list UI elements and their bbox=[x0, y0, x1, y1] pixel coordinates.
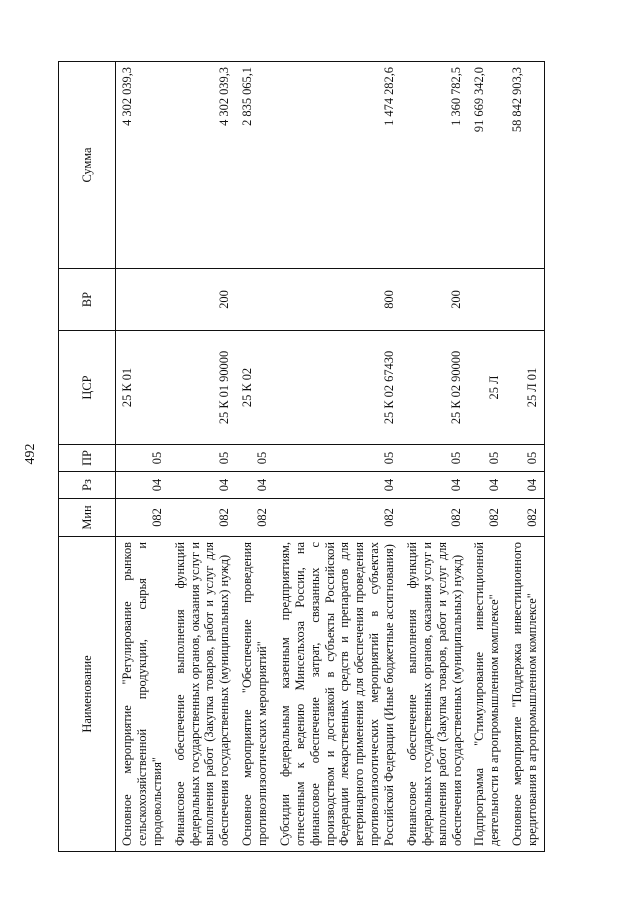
row-vr bbox=[468, 269, 506, 331]
table-row bbox=[468, 62, 506, 852]
table-row bbox=[401, 62, 469, 852]
row-pr: 05 bbox=[274, 445, 401, 472]
table-row bbox=[506, 62, 544, 852]
row-csr: 25 К 02 90000 bbox=[401, 331, 469, 445]
row-min: 082 bbox=[401, 499, 469, 537]
row-pr: 05 bbox=[116, 445, 169, 472]
row-name: Основное мероприятие "Обеспечение проведения противоэпизоотических мероприятий" bbox=[236, 537, 274, 852]
row-pr: 05 bbox=[236, 445, 274, 472]
row-pr: 05 bbox=[169, 445, 237, 472]
page-number: 492 bbox=[23, 443, 38, 465]
row-rz: 04 bbox=[169, 472, 237, 499]
header-rz: Рз bbox=[59, 472, 116, 499]
row-name: Финансовое обеспечение выполнения функций федеральных государственных органов, оказания услуг и выполнения работ (Закупка товаров, работ и услуг для обеспечения государственных (муниципальных) нужд) bbox=[169, 537, 237, 852]
row-pr: 05 bbox=[506, 445, 544, 472]
budget-table bbox=[58, 61, 545, 852]
row-csr: 25 Л bbox=[468, 331, 506, 445]
row-vr bbox=[116, 269, 169, 331]
header-pr: ПР bbox=[59, 445, 116, 472]
row-sum: 91 669 342,0 bbox=[468, 62, 506, 269]
header-min: Мин bbox=[59, 499, 116, 537]
row-csr: 25 К 01 90000 bbox=[169, 331, 237, 445]
row-min: 082 bbox=[116, 499, 169, 537]
row-min: 082 bbox=[236, 499, 274, 537]
row-csr: 25 Л 01 bbox=[506, 331, 544, 445]
row-min: 082 bbox=[169, 499, 237, 537]
row-min: 082 bbox=[274, 499, 401, 537]
row-name: Основное мероприятие "Поддержка инвестиционного кредитования в агропромышленном комплексе" bbox=[506, 537, 544, 852]
row-sum: 1 474 282,6 bbox=[274, 62, 401, 269]
header-vr: ВР bbox=[59, 269, 116, 331]
table-row bbox=[274, 62, 401, 852]
row-vr: 200 bbox=[169, 269, 237, 331]
row-rz: 04 bbox=[468, 472, 506, 499]
row-sum: 4 302 039,3 bbox=[169, 62, 237, 269]
row-rz: 04 bbox=[116, 472, 169, 499]
row-rz: 04 bbox=[236, 472, 274, 499]
table-header-row bbox=[59, 62, 116, 852]
row-name: Основное мероприятие "Регулирование рынков сельскохозяйственной продукции, сырья и продовольствия" bbox=[116, 537, 169, 852]
row-sum: 58 842 903,3 bbox=[506, 62, 544, 269]
row-sum: 4 302 039,3 bbox=[116, 62, 169, 269]
row-name: Финансовое обеспечение выполнения функций федеральных государственных органов, оказания услуг и выполнения работ (Закупка товаров, работ и услуг для обеспечения государственных (муниципальных) нужд) bbox=[401, 537, 469, 852]
row-rz: 04 bbox=[506, 472, 544, 499]
row-csr: 25 К 01 bbox=[116, 331, 169, 445]
row-pr: 05 bbox=[468, 445, 506, 472]
row-vr bbox=[236, 269, 274, 331]
header-sum: Сумма bbox=[59, 62, 116, 269]
row-name: Подпрограмма "Стимулирование инвестиционной деятельности в агропромышленном комплексе" bbox=[468, 537, 506, 852]
row-pr: 05 bbox=[401, 445, 469, 472]
row-min: 082 bbox=[506, 499, 544, 537]
row-sum: 1 360 782,5 bbox=[401, 62, 469, 269]
row-vr bbox=[506, 269, 544, 331]
row-min: 082 bbox=[468, 499, 506, 537]
header-csr: ЦСР bbox=[59, 331, 116, 445]
rotated-table-container bbox=[58, 62, 588, 852]
row-csr: 25 К 02 bbox=[236, 331, 274, 445]
table-row bbox=[236, 62, 274, 852]
row-csr: 25 К 02 67430 bbox=[274, 331, 401, 445]
row-name: Субсидии федеральным казенным предприятиям, отнесенным к ведению Минсельхоза России, на финансовое обеспечение затрат, связанных с производством и доставкой в субъекты Российской Федерации лекарственных средств и препаратов для ветеринарного применения для обеспечения проведения противоэпизоотических мероприятий в субъектах Российской Федерации (Иные бюджетные ассигнования) bbox=[274, 537, 401, 852]
row-vr: 800 bbox=[274, 269, 401, 331]
row-rz: 04 bbox=[401, 472, 469, 499]
row-vr: 200 bbox=[401, 269, 469, 331]
table-row bbox=[169, 62, 237, 852]
row-rz: 04 bbox=[274, 472, 401, 499]
table-row bbox=[116, 62, 169, 852]
header-name: Наименование bbox=[59, 537, 116, 852]
row-sum: 2 835 065,1 bbox=[236, 62, 274, 269]
